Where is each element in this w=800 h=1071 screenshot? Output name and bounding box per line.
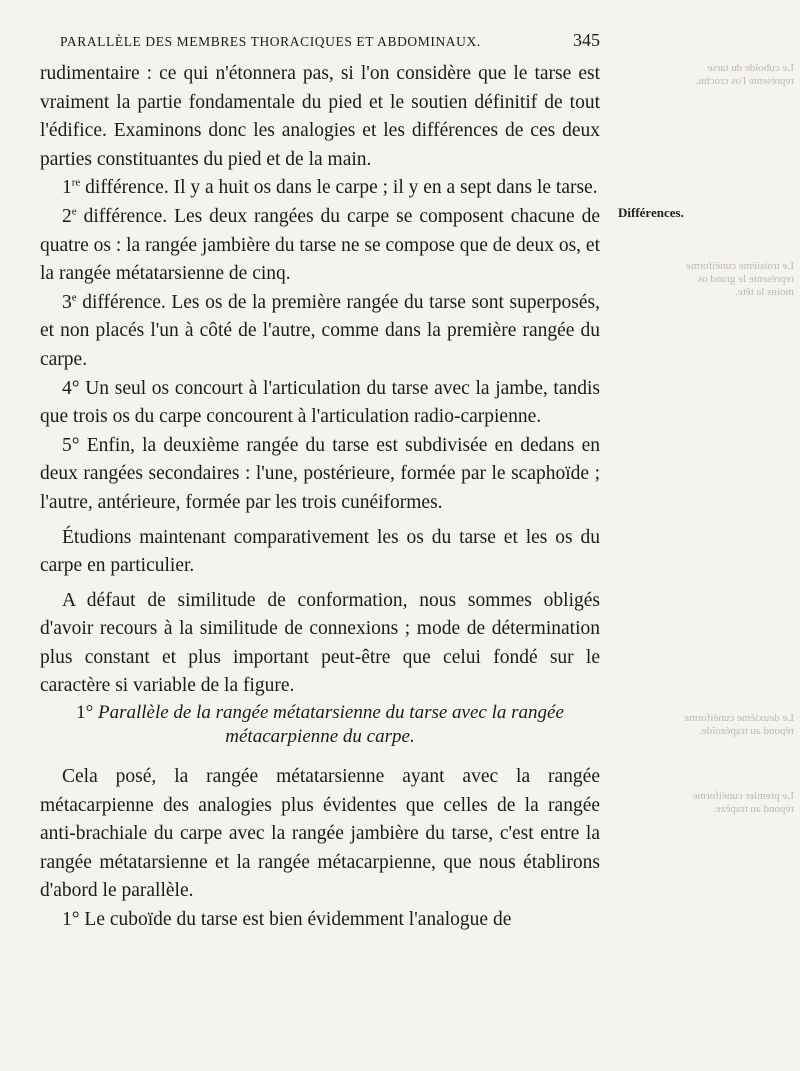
difference-number-1: 1 xyxy=(62,177,72,199)
show-through-note-3: Le deuxième cunéiforme répond au trapézoïde. xyxy=(684,712,794,737)
page-number: 345 xyxy=(573,30,600,50)
difference-number-3: 3 xyxy=(62,291,72,313)
section-heading-number: 1° xyxy=(76,702,94,724)
body-text xyxy=(40,60,600,935)
section-heading-text: Parallèle de la rangée métatarsienne du tarse avec la rangée métacarpienne du carpe. xyxy=(93,702,564,748)
paragraph-etudions: Étudions maintenant comparativement les os du tarse et les os du carpe en particulier. xyxy=(40,526,600,577)
paragraph-difference-3 xyxy=(40,289,600,375)
ordinal-suffix-3: e xyxy=(71,291,77,304)
show-through-note-1: Le cuboïde du tarse représente l'os crochu. xyxy=(695,62,794,87)
ordinal-suffix-1: re xyxy=(71,176,81,189)
paragraph-1: rudimentaire : ce qui n'étonnera pas, si l'on considère que le tarse est vraiment la partie fondamentale du pied et le soutien définitif de tout l'édifice. Examinons donc les analogies et les différences de ces deux parties constituantes du pied et de la main. xyxy=(40,63,600,170)
running-header xyxy=(60,30,600,51)
difference-text-3: différence. Les os de la première rangée du tarse sont superposés, et non placés l'un à côté de l'autre, comme dans la première rangée du carpe. xyxy=(40,291,600,370)
difference-number-2: 2 xyxy=(62,205,72,227)
paragraph-difference-5: 5° Enfin, la deuxième rangée du tarse est subdivisée en dedans en deux rangées secondaires : l'une, postérieure, formée par le scaphoïde ; l'autre, antérieure, formée par les trois cunéiformes. xyxy=(40,434,600,513)
show-through-note-2: Le troisième cunéiforme représente le grand os moins la tête. xyxy=(685,260,794,298)
section-heading xyxy=(40,701,600,749)
running-title: PARALLÈLE DES MEMBRES THORACIQUES ET ABDOMINAUX. xyxy=(60,34,481,49)
paragraph-difference-4: 4° Un seul os concourt à l'articulation du tarse avec la jambe, tandis que trois os du carpe concourent à l'articulation radio-carpienne. xyxy=(40,377,600,428)
paragraph-cuboide: 1° Le cuboïde du tarse est bien évidemment l'analogue de xyxy=(62,909,512,931)
difference-text-2: différence. Les deux rangées du carpe se composent chacune de quatre os : la rangée jambière du tarse ne se compose que de deux os, et la rangée métatarsienne de cinq. xyxy=(40,205,600,285)
ordinal-suffix-2: e xyxy=(71,205,77,218)
paragraph-difference-1 xyxy=(40,174,600,203)
show-through-note-4: Le premier cunéiforme répond au trapèze. xyxy=(692,790,794,815)
margin-note-differences: Différences. xyxy=(618,205,684,220)
paragraph-defaut: A défaut de similitude de conformation, nous sommes obligés d'avoir recours à la similitude de connexions ; mode de détermination plus constant et plus important peut-être que celui fondé sur le caractère si variable de la figure. xyxy=(40,589,600,697)
paragraph-cela-pose: Cela posé, la rangée métatarsienne ayant avec la rangée métacarpienne des analogies plus évidentes que celles de la rangée anti-brachiale du carpe avec la rangée jambière du tarse, c'est entre la rangée métatarsienne et la rangée métacarpienne, que nous établirons d'abord le parallèle. xyxy=(40,766,600,902)
paragraph-difference-2 xyxy=(40,203,600,289)
difference-text-1: différence. Il y a huit os dans le carpe ; il y en a sept dans le tarse. xyxy=(80,177,598,199)
